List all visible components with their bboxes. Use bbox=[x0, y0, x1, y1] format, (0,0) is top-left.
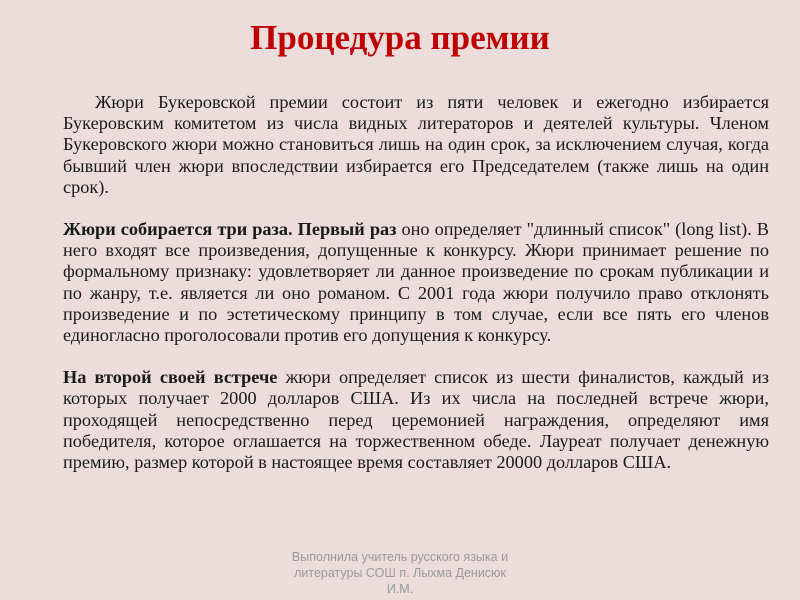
text-first-meeting: оно определяет "длинный список" (long list). В него входят все произведения, допущенные к конкурсу. Жюри принимает решение по формальному признаку: удовлетворяет ли данное произведение по срокам публикации и по жанру, т.е. является ли оно романом. С 2001 года жюри получило право отклонять произведение и по эстетическому принципу в том случае, если все пять его членов единогласно проголосовали против его допущения к конкурсу. bbox=[63, 219, 770, 346]
paragraph-first-meeting bbox=[63, 219, 769, 346]
paragraph-jury-composition: Жюри Букеровской премии состоит из пяти человек и ежегодно избирается Букеровским комитетом из числа видных литераторов и деятелей культуры. Членом Букеровского жюри можно становиться лишь на один срок, за исключением случая, когда бывший член жюри впоследствии избирается его Председателем (также лишь на один срок). bbox=[63, 92, 769, 197]
paragraph-gap bbox=[63, 198, 769, 219]
slide-title: Процедура премии bbox=[250, 18, 550, 57]
slide-content bbox=[63, 92, 769, 473]
footer-author-credit: Выполнила учитель русского языка и литературы СОШ п. Лыхма Денисюк И.М. bbox=[291, 550, 509, 596]
paragraph-gap bbox=[63, 346, 769, 367]
paragraph-second-meeting bbox=[63, 367, 769, 473]
bold-lead-second-meeting: На второй своей встрече bbox=[63, 367, 278, 388]
text-second-meeting: жюри определяет список из шести финалистов, каждый из которых получает 2000 долларов США. Из их числа на последней встрече жюри, проходящей непосредственно перед церемонией награждения, определяют имя победителя, которое оглашается на торжественном обеде. Лауреат получает денежную премию, размер которой в настоящее время составляет 20000 долларов США. bbox=[63, 367, 769, 473]
bold-lead-first-meeting: Жюри собирается три раза. Первый раз bbox=[63, 219, 397, 240]
